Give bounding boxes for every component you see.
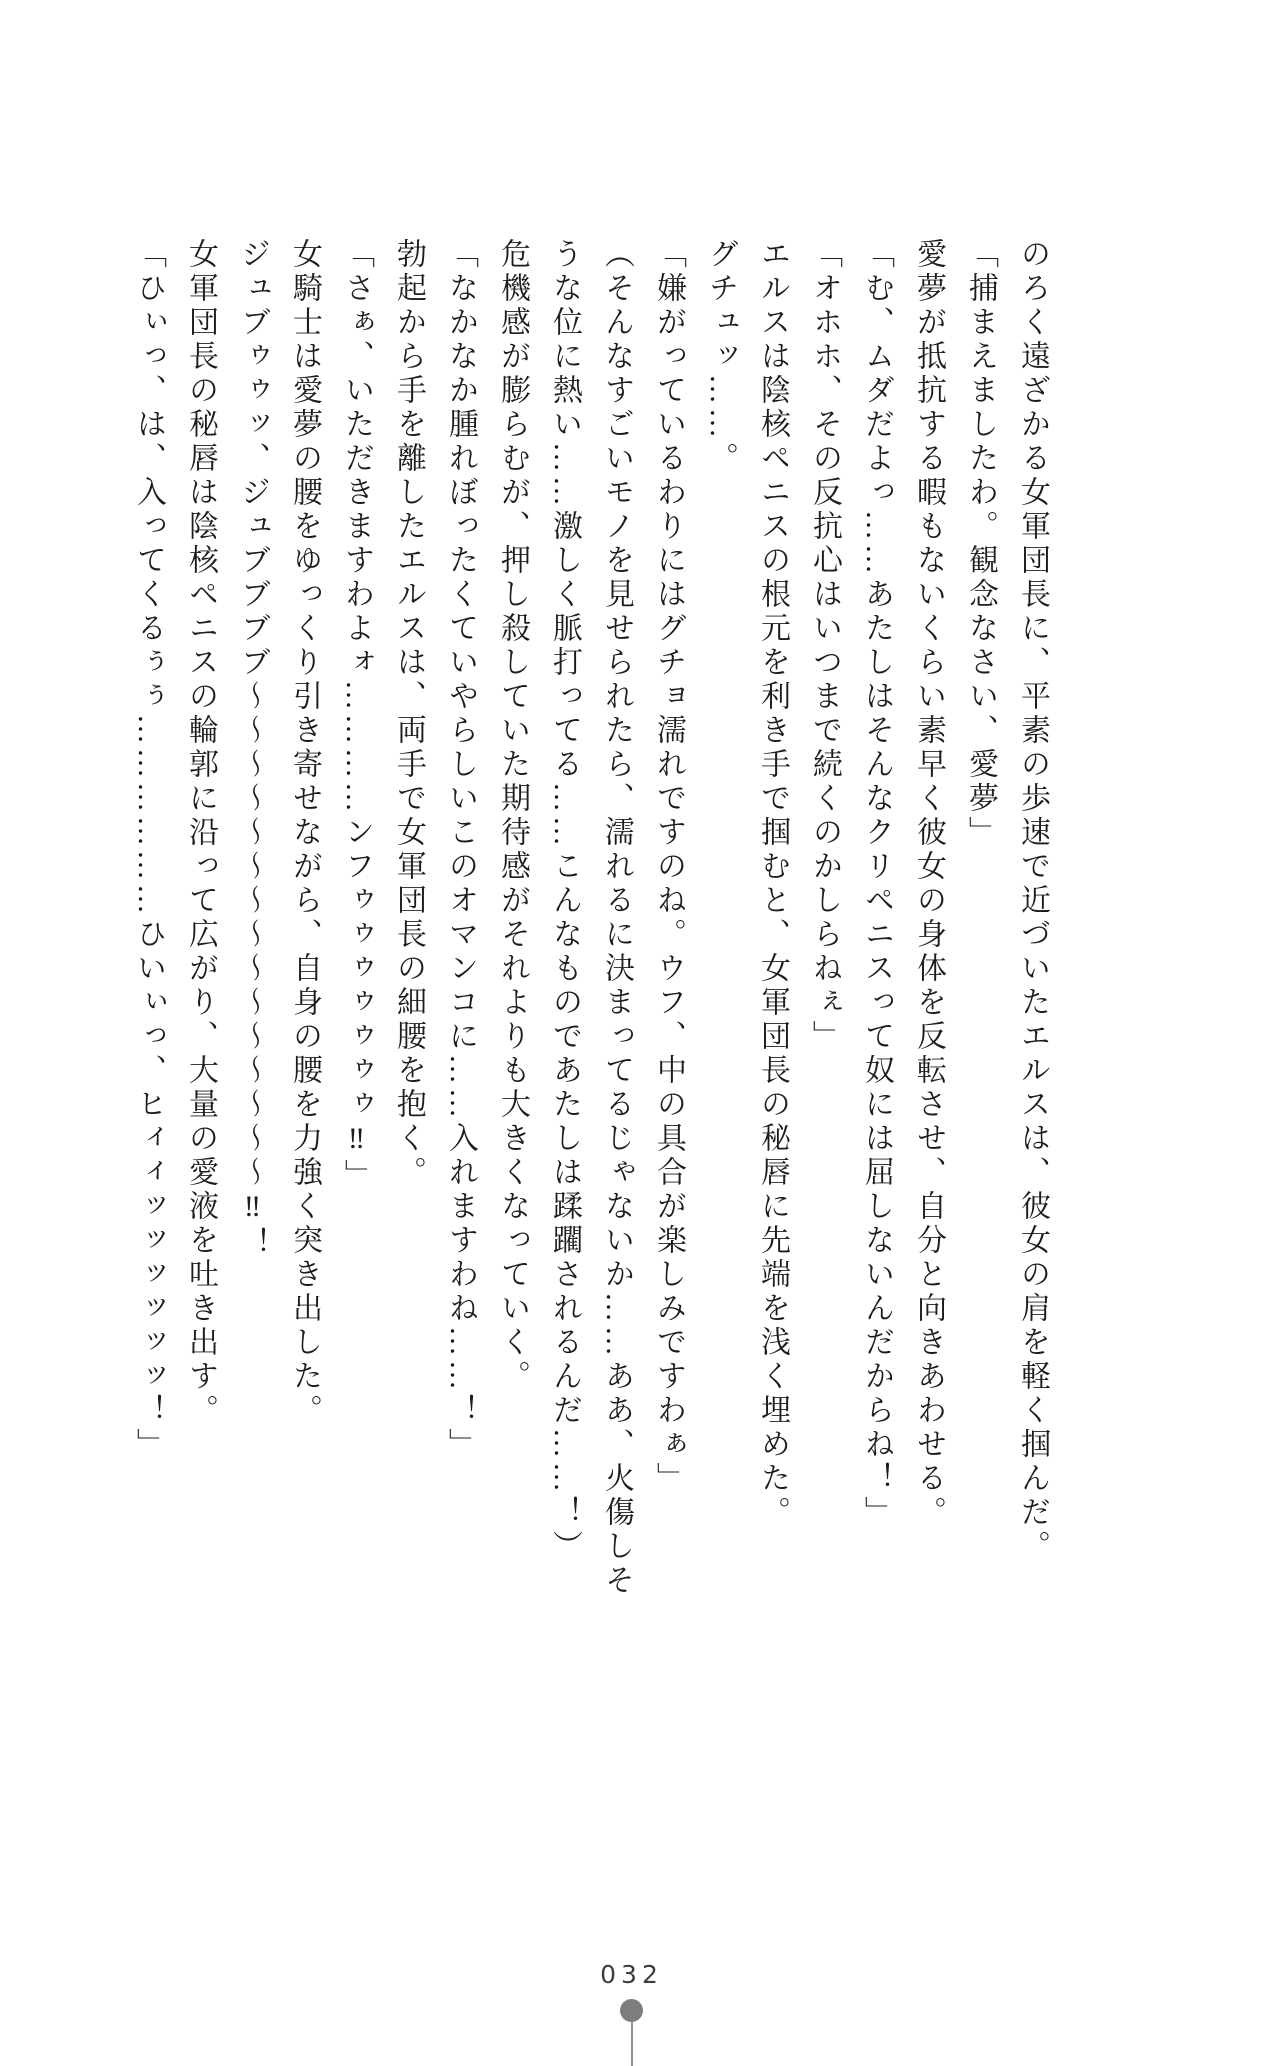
- text-column-1: のろく遠ざかる女軍団長に、平素の歩速で近づいたエルスは、彼女の肩を軽く掴んだ。: [1016, 238, 1049, 1564]
- text-column-5: 「オホホ、その反抗心はいつまで続くのかしらねぇ」: [808, 238, 841, 1054]
- text-column-10: うな位に熱い……激しく脈打ってる……こんなものであたしは蹂躙されるんだ……！）: [548, 238, 581, 1564]
- text-column-17: 女軍団長の秘唇は陰核ペニスの輪郭に沿って広がり、大量の愛液を吐き出す。: [184, 238, 217, 1428]
- novel-text: [118, 238, 1058, 1738]
- text-column-16: ジュブゥゥッ、ジュブブブブ～～～～～～～～～～～～～～～‼！: [236, 238, 269, 1261]
- footer-line: [631, 2021, 633, 2066]
- text-column-18: 「ひぃっ、は、入ってくるぅぅ………………ひいぃっ、ヒィィッッッッッッ！」: [132, 238, 165, 1462]
- text-column-7: グチュッ……。: [704, 238, 737, 476]
- footer-dot-icon: [620, 1999, 643, 2022]
- text-column-12: 「なかなか腫れぼったくていやらしいこのオマンコに……入れますわね……！」: [444, 238, 477, 1462]
- text-column-3: 愛夢が抵抗する暇もないくらい素早く彼女の身体を反転させ、自分と向きあわせる。: [912, 238, 945, 1530]
- text-column-2: 「捕まえましたわ。観念なさい、愛夢」: [964, 238, 997, 850]
- text-column-4: 「む、ムダだよっ……あたしはそんなクリペニスって奴には屈しないんだからね！」: [860, 238, 893, 1530]
- text-column-8: 「嫌がっているわりにはグチョ濡れですのね。ウフ、中の具合が楽しみですわぁ」: [652, 238, 685, 1496]
- text-column-9: （そんなすごいモノを見せられたら、濡れるに決まってるじゃないか……ああ、火傷しそ: [600, 238, 633, 1598]
- text-column-11: 危機感が膨らむが、押し殺していた期待感がそれよりも大きくなっていく。: [496, 238, 529, 1394]
- text-column-13: 勃起から手を離したエルスは、両手で女軍団長の細腰を抱く。: [392, 238, 425, 1190]
- text-column-15: 女騎士は愛夢の腰をゆっくり引き寄せながら、自身の腰を力強く突き出した。: [288, 238, 321, 1428]
- text-column-6: エルスは陰核ペニスの根元を利き手で掴むと、女軍団長の秘唇に先端を浅く埋めた。: [756, 238, 789, 1530]
- text-column-14: 「さぁ、いただきますわよォ…………ンフゥゥゥゥゥゥゥ‼」: [340, 238, 373, 1193]
- page-number: 032: [600, 1960, 663, 1989]
